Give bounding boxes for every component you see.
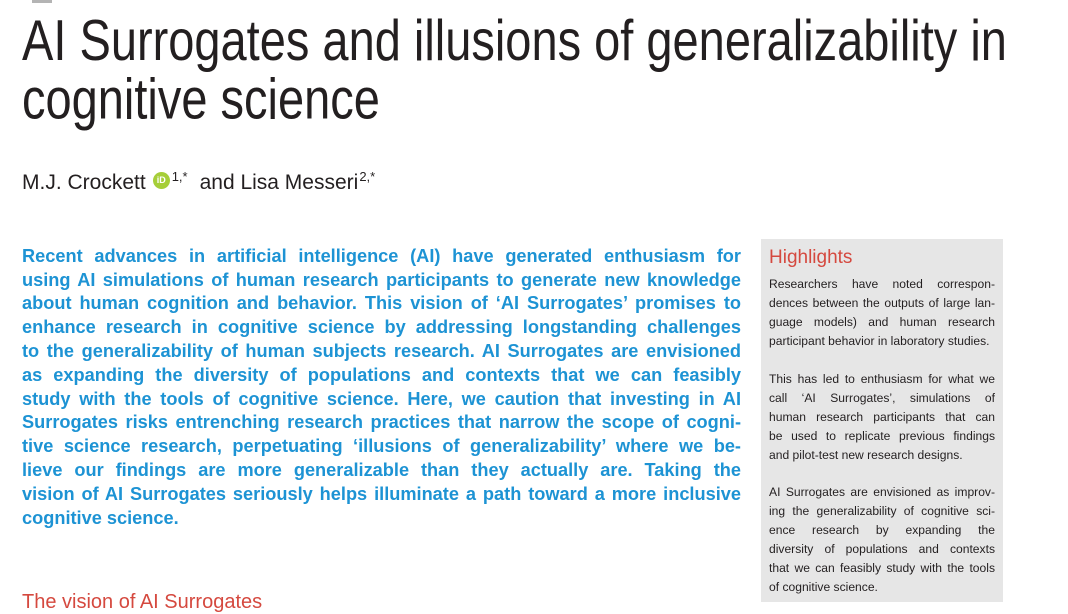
highlight-line: that we can feasibly study with the tools — [769, 560, 995, 575]
author-joiner: and — [199, 171, 235, 194]
abstract-line: study with the tools of cognitive science. Here, we caution that investing in AI — [22, 388, 741, 409]
highlight-line: diversity of populations and contexts — [769, 542, 995, 557]
abstract-line: Surrogates risks entrenching research practices that narrow the scope of cogni- — [22, 412, 741, 433]
abstract-line: to the generalizability of human subjects research. AI Surrogates are envisioned — [22, 340, 741, 361]
highlight-item — [769, 370, 995, 465]
abstract-line: tive science research, perpetuating ‘illusions of generalizability’ where we be- — [22, 436, 741, 457]
highlights-box — [761, 239, 1003, 602]
highlight-line: guage models) and human research — [769, 315, 995, 330]
article-title — [22, 7, 1052, 130]
highlight-line: This has led to enthusiasm for what we — [769, 371, 995, 386]
orcid-icon-label: iD — [156, 175, 166, 185]
highlight-line: ing the generalizability of cognitive sci- — [769, 504, 995, 519]
header-fragment — [32, 0, 52, 3]
abstract-line: lieve our findings are more generalizable than they actually are. Taking the — [22, 459, 741, 480]
author-affiliation: 1,* — [171, 169, 188, 184]
author-name: Lisa Messeri — [240, 171, 359, 194]
title-line: cognitive science — [22, 65, 380, 130]
abstract-line: using AI simulations of human research participants to generate new knowledge — [22, 269, 741, 290]
orcid-icon[interactable] — [153, 172, 170, 189]
section-heading: The vision of AI Surrogates — [22, 591, 263, 614]
highlight-item — [769, 483, 995, 596]
author-name: M.J. Crockett — [22, 171, 146, 194]
title-line: AI Surrogates and illusions of generalizability in — [22, 7, 1007, 73]
highlights-heading: Highlights — [769, 247, 853, 269]
highlight-line: AI Surrogates are envisioned as improv- — [769, 485, 995, 500]
section-heading-clip — [22, 591, 322, 614]
abstract-line: Recent advances in artificial intelligence (AI) have generated enthusiasm for — [22, 245, 741, 266]
abstract-line: as expanding the diversity of populations and contexts that we can feasibly — [22, 364, 741, 385]
highlight-line: be used to replicate previous findings — [769, 428, 995, 443]
highlight-line: human research participants that can — [769, 409, 995, 424]
abstract-line: cognitive science. — [22, 507, 179, 528]
highlight-item — [769, 275, 995, 351]
highlight-line: of cognitive science. — [769, 579, 878, 594]
highlight-line: Researchers have noted correspon- — [769, 277, 995, 292]
abstract-line: vision of AI Surrogates seriously helps illuminate a path toward a more inclusive — [22, 483, 741, 504]
abstract-line: enhance research in cognitive science by addressing longstanding challenges — [22, 317, 741, 338]
highlights-list — [769, 275, 995, 596]
author-list — [22, 170, 375, 196]
abstract-line: about human cognition and behavior. This vision of ‘AI Surrogates’ promises to — [22, 293, 741, 314]
abstract — [22, 245, 741, 531]
highlight-line: dences between the outputs of large lan- — [769, 296, 995, 311]
highlight-line: participant behavior in laboratory studies. — [769, 334, 990, 349]
highlight-line: call ‘AI Surrogates’, simulations of — [769, 390, 995, 405]
author-affiliation: 2,* — [359, 169, 376, 184]
highlight-line: ence research by expanding the — [769, 523, 995, 538]
highlight-line: and pilot-test new research designs. — [769, 447, 963, 462]
